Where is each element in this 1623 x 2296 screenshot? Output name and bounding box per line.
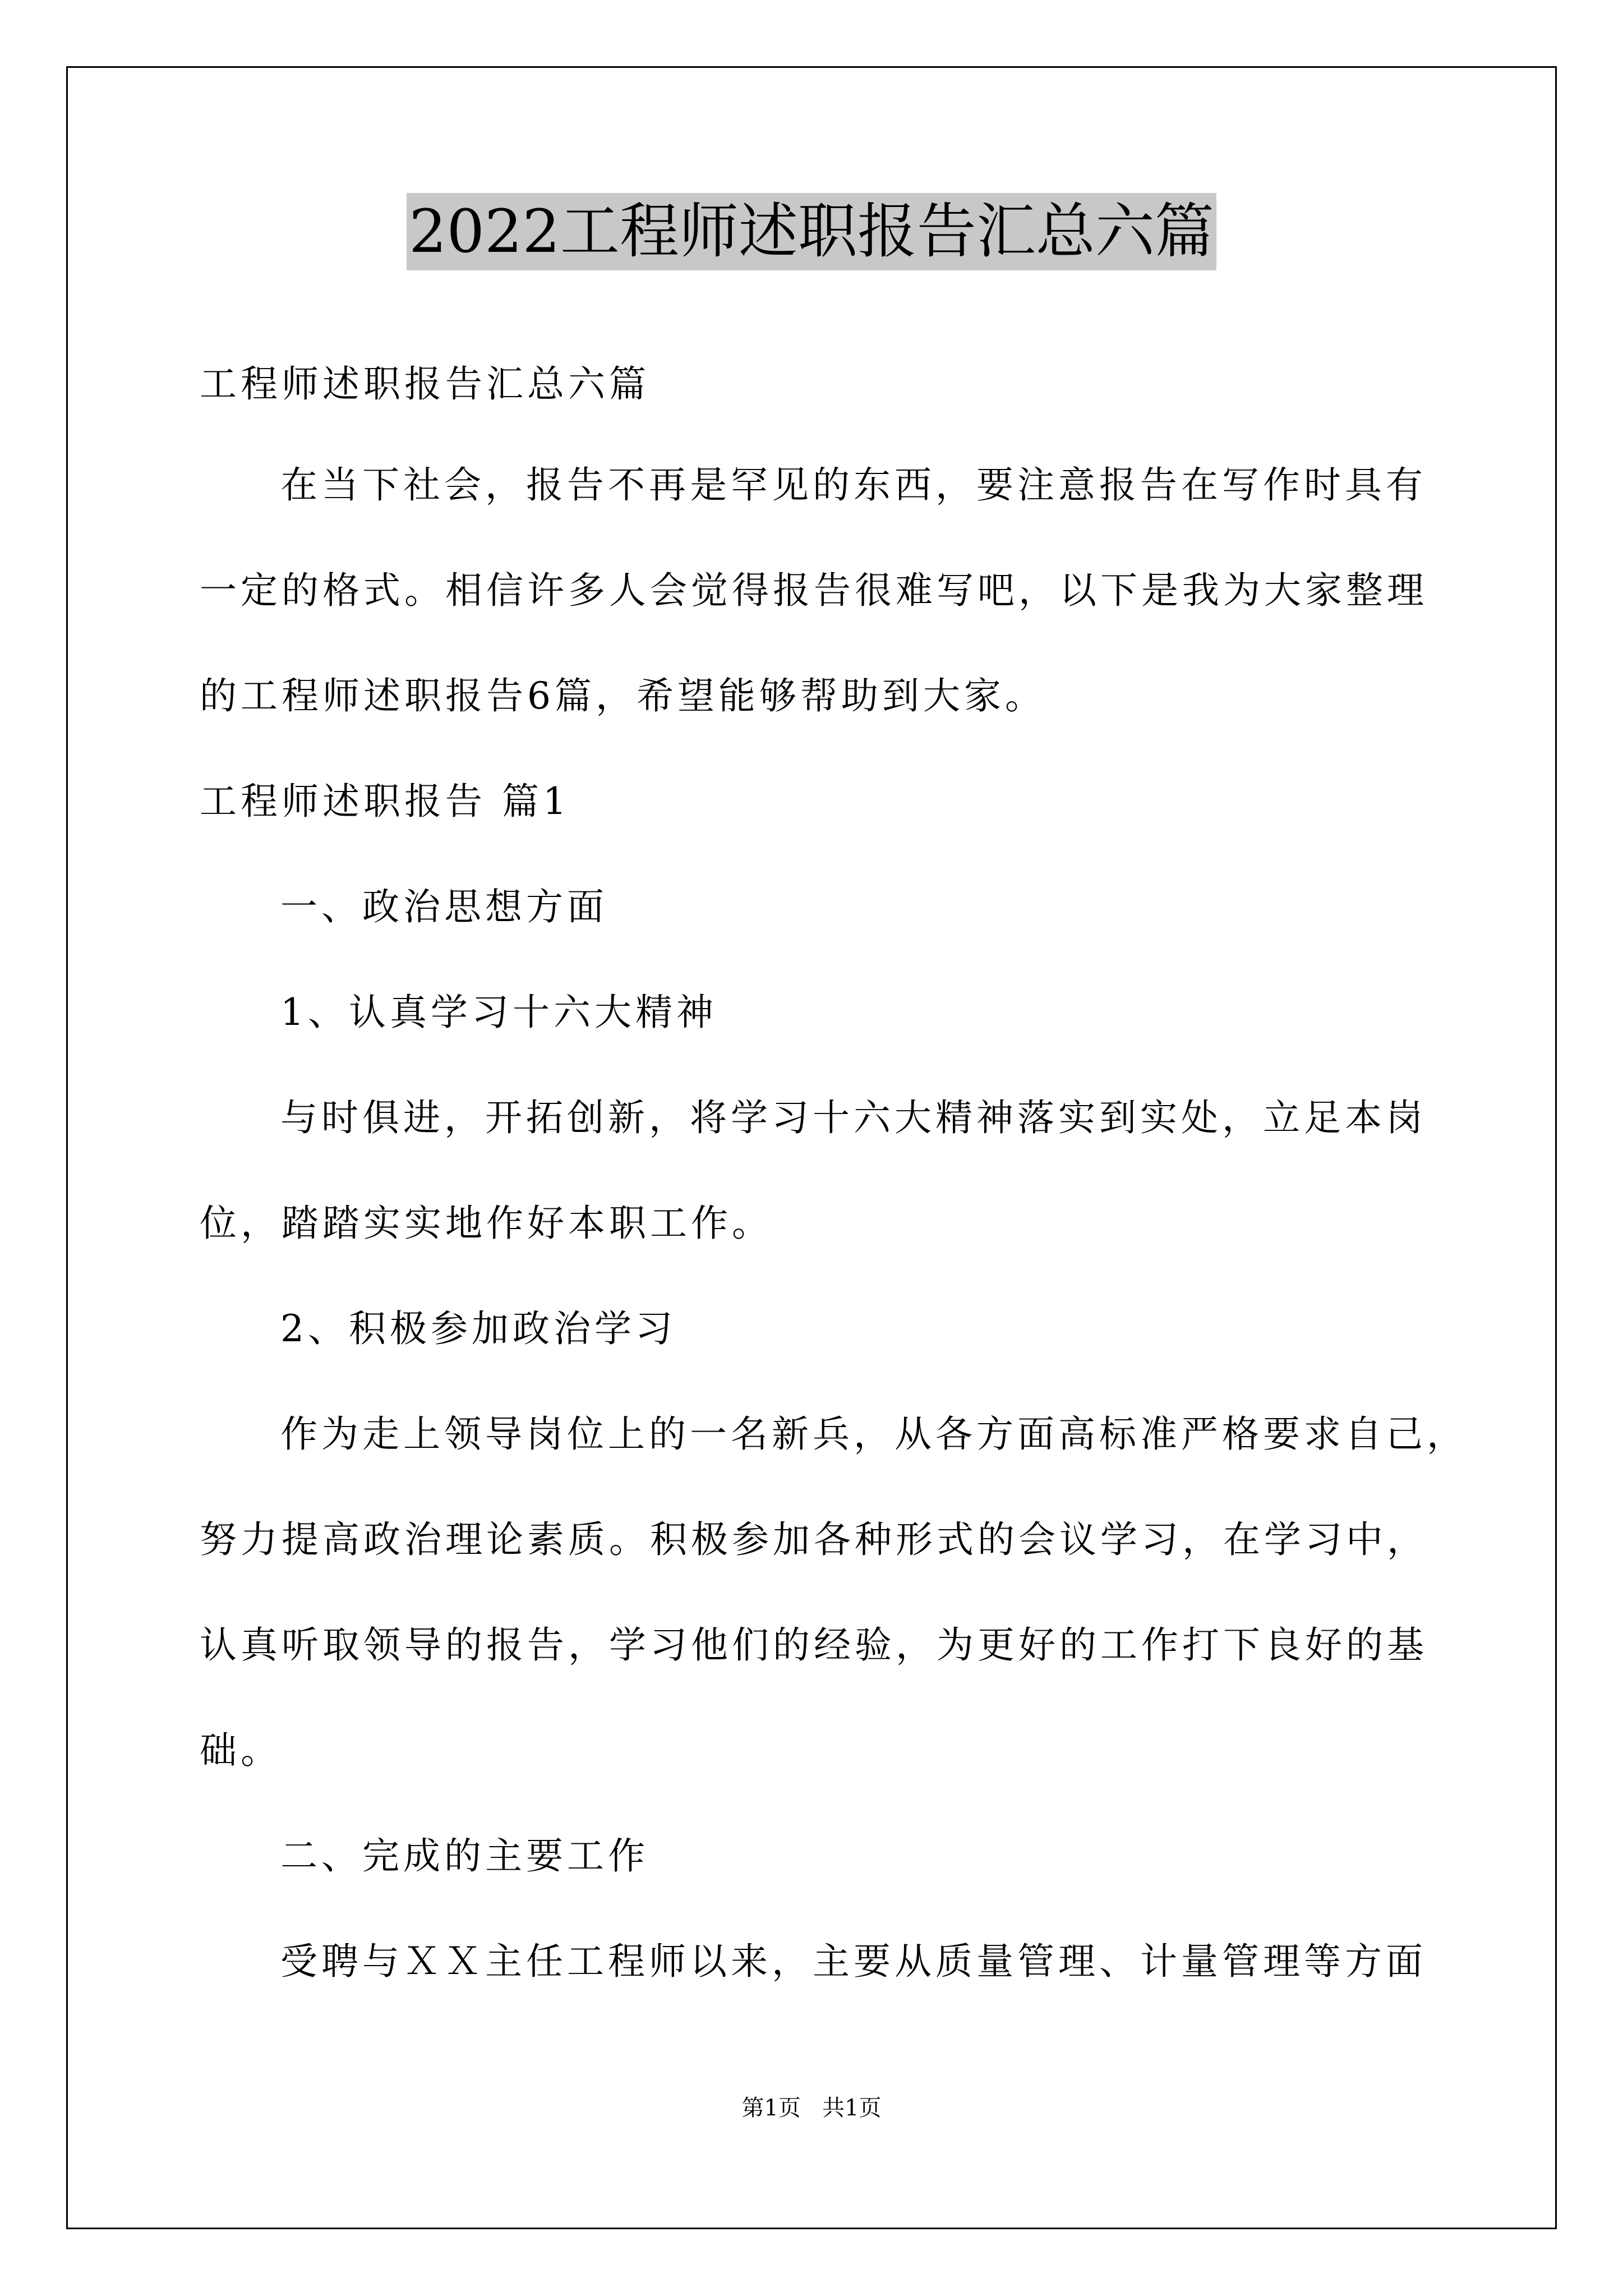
paragraph-line: 与时俱进，开拓创新，将学习十六大精神落实到实处，立足本岗 xyxy=(280,1096,1427,1139)
title-container xyxy=(0,193,1623,270)
paragraph-line: 一定的格式。相信许多人会觉得报告很难写吧，以下是我为大家整理 xyxy=(200,569,1428,612)
paragraph-line: 作为走上领导岗位上的一名新兵，从各方面高标准严格要求自己， xyxy=(280,1412,1468,1456)
subsection-heading: 一、政治思想方面 xyxy=(280,885,608,928)
paragraph-line: 础。 xyxy=(200,1729,282,1772)
section-heading: 工程师述职报告 篇1 xyxy=(200,780,570,823)
paragraph-line: 受聘与ＸＸ主任工程师以来，主要从质量管理、计量管理等方面 xyxy=(280,1940,1427,1983)
paragraph-line: 位，踏踏实实地作好本职工作。 xyxy=(200,1202,773,1245)
page-footer: 第1页 共1页 xyxy=(741,2095,882,2121)
paragraph-line: 努力提高政治理论素质。积极参加各种形式的会议学习，在学习中， xyxy=(200,1518,1428,1561)
subsection-heading: 二、完成的主要工作 xyxy=(280,1834,649,1878)
paragraph-line: 认真听取领导的报告，学习他们的经验，为更好的工作打下良好的基 xyxy=(200,1623,1428,1667)
document-title: 2022工程师述职报告汇总六篇 xyxy=(407,193,1216,270)
paragraph-line: 在当下社会，报告不再是罕见的东西，要注意报告在写作时具有 xyxy=(280,463,1427,507)
item-heading: 2、积极参加政治学习 xyxy=(280,1307,676,1350)
item-heading: 1、认真学习十六大精神 xyxy=(280,991,717,1034)
subtitle-line: 工程师述职报告汇总六篇 xyxy=(200,362,650,406)
paragraph-line: 的工程师述职报告6篇，希望能够帮助到大家。 xyxy=(200,674,1046,717)
